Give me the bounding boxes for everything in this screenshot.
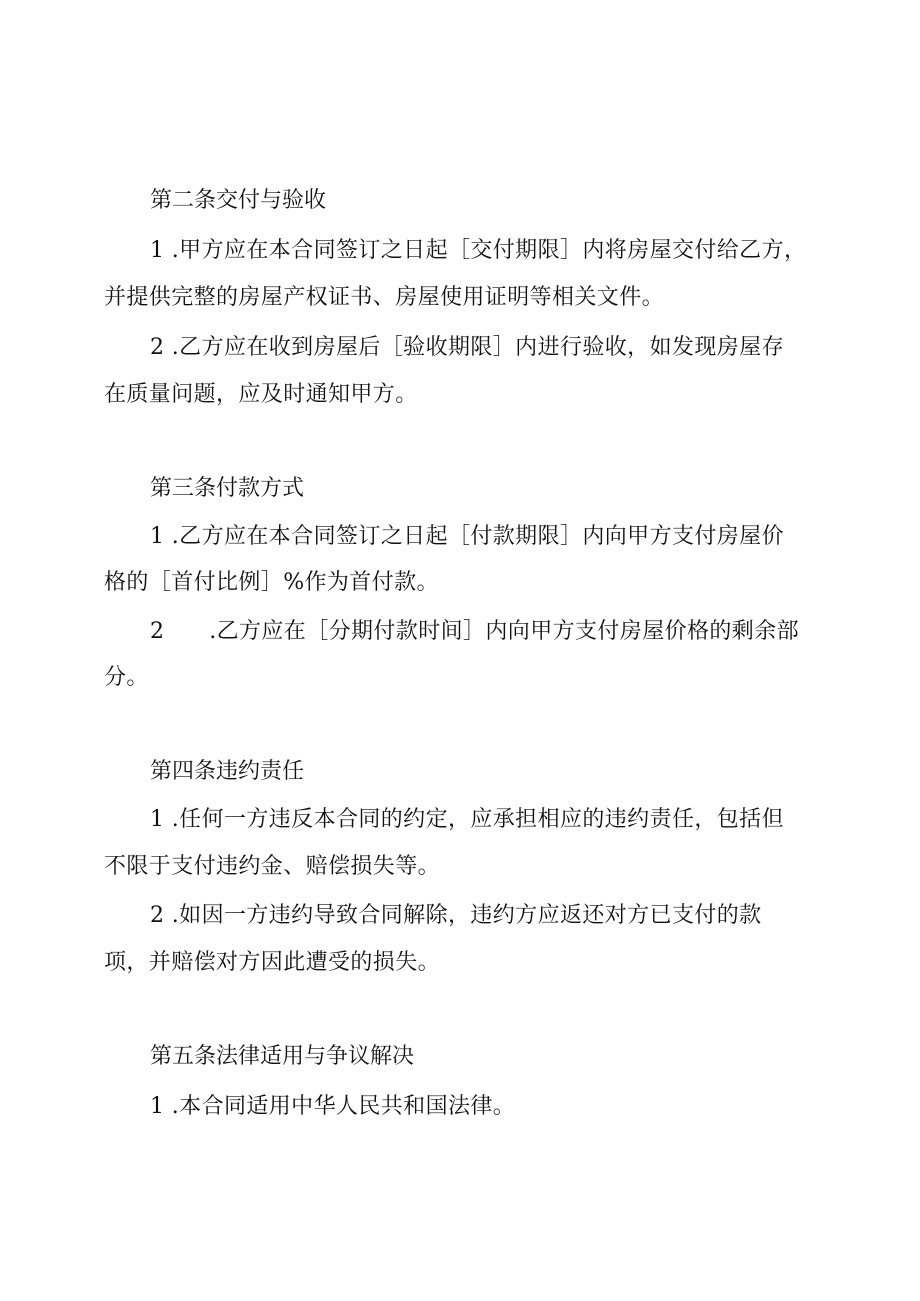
clause-line: 项，并赔偿对方因此遭受的损失。 xyxy=(104,950,441,975)
clause-line: 分。 xyxy=(104,665,149,690)
section-heading: 第三条付款方式 xyxy=(150,476,305,501)
section-heading: 第五条法律适用与争议解决 xyxy=(150,1044,415,1069)
clause-line: 2 .乙方应在收到房屋后［验收期限］内进行验收，如发现房屋存 xyxy=(150,335,784,360)
clause-line: 在质量问题，应及时通知甲方。 xyxy=(104,382,418,407)
clause-line: 并提供完整的房屋产权证书、房屋使用证明等相关文件。 xyxy=(104,285,665,310)
section-heading: 第四条违约责任 xyxy=(150,759,305,784)
clause-line: 不限于支付违约金、赔偿损失等。 xyxy=(104,854,441,879)
section-heading: 第二条交付与验收 xyxy=(150,188,327,213)
clause-line: 2 .乙方应在［分期付款时间］内向甲方支付房屋价格的剩余部 xyxy=(150,619,799,644)
clause-line: 1 .乙方应在本合同签订之日起［付款期限］内向甲方支付房屋价 xyxy=(150,524,784,549)
clause-line: 1 .甲方应在本合同签订之日起［交付期限］内将房屋交付给乙方， xyxy=(150,238,807,263)
clause-line: 1 .本合同适用中华人民共和国法律。 xyxy=(150,1094,516,1119)
clause-line: 2 .如因一方违约导致合同解除，违约方应返还对方已支付的款 xyxy=(150,903,762,928)
clause-line: 1 .任何一方违反本合同的约定，应承担相应的违约责任，包括但 xyxy=(150,807,784,832)
clause-line: 格的［首付比例］%作为首付款。 xyxy=(104,570,439,595)
